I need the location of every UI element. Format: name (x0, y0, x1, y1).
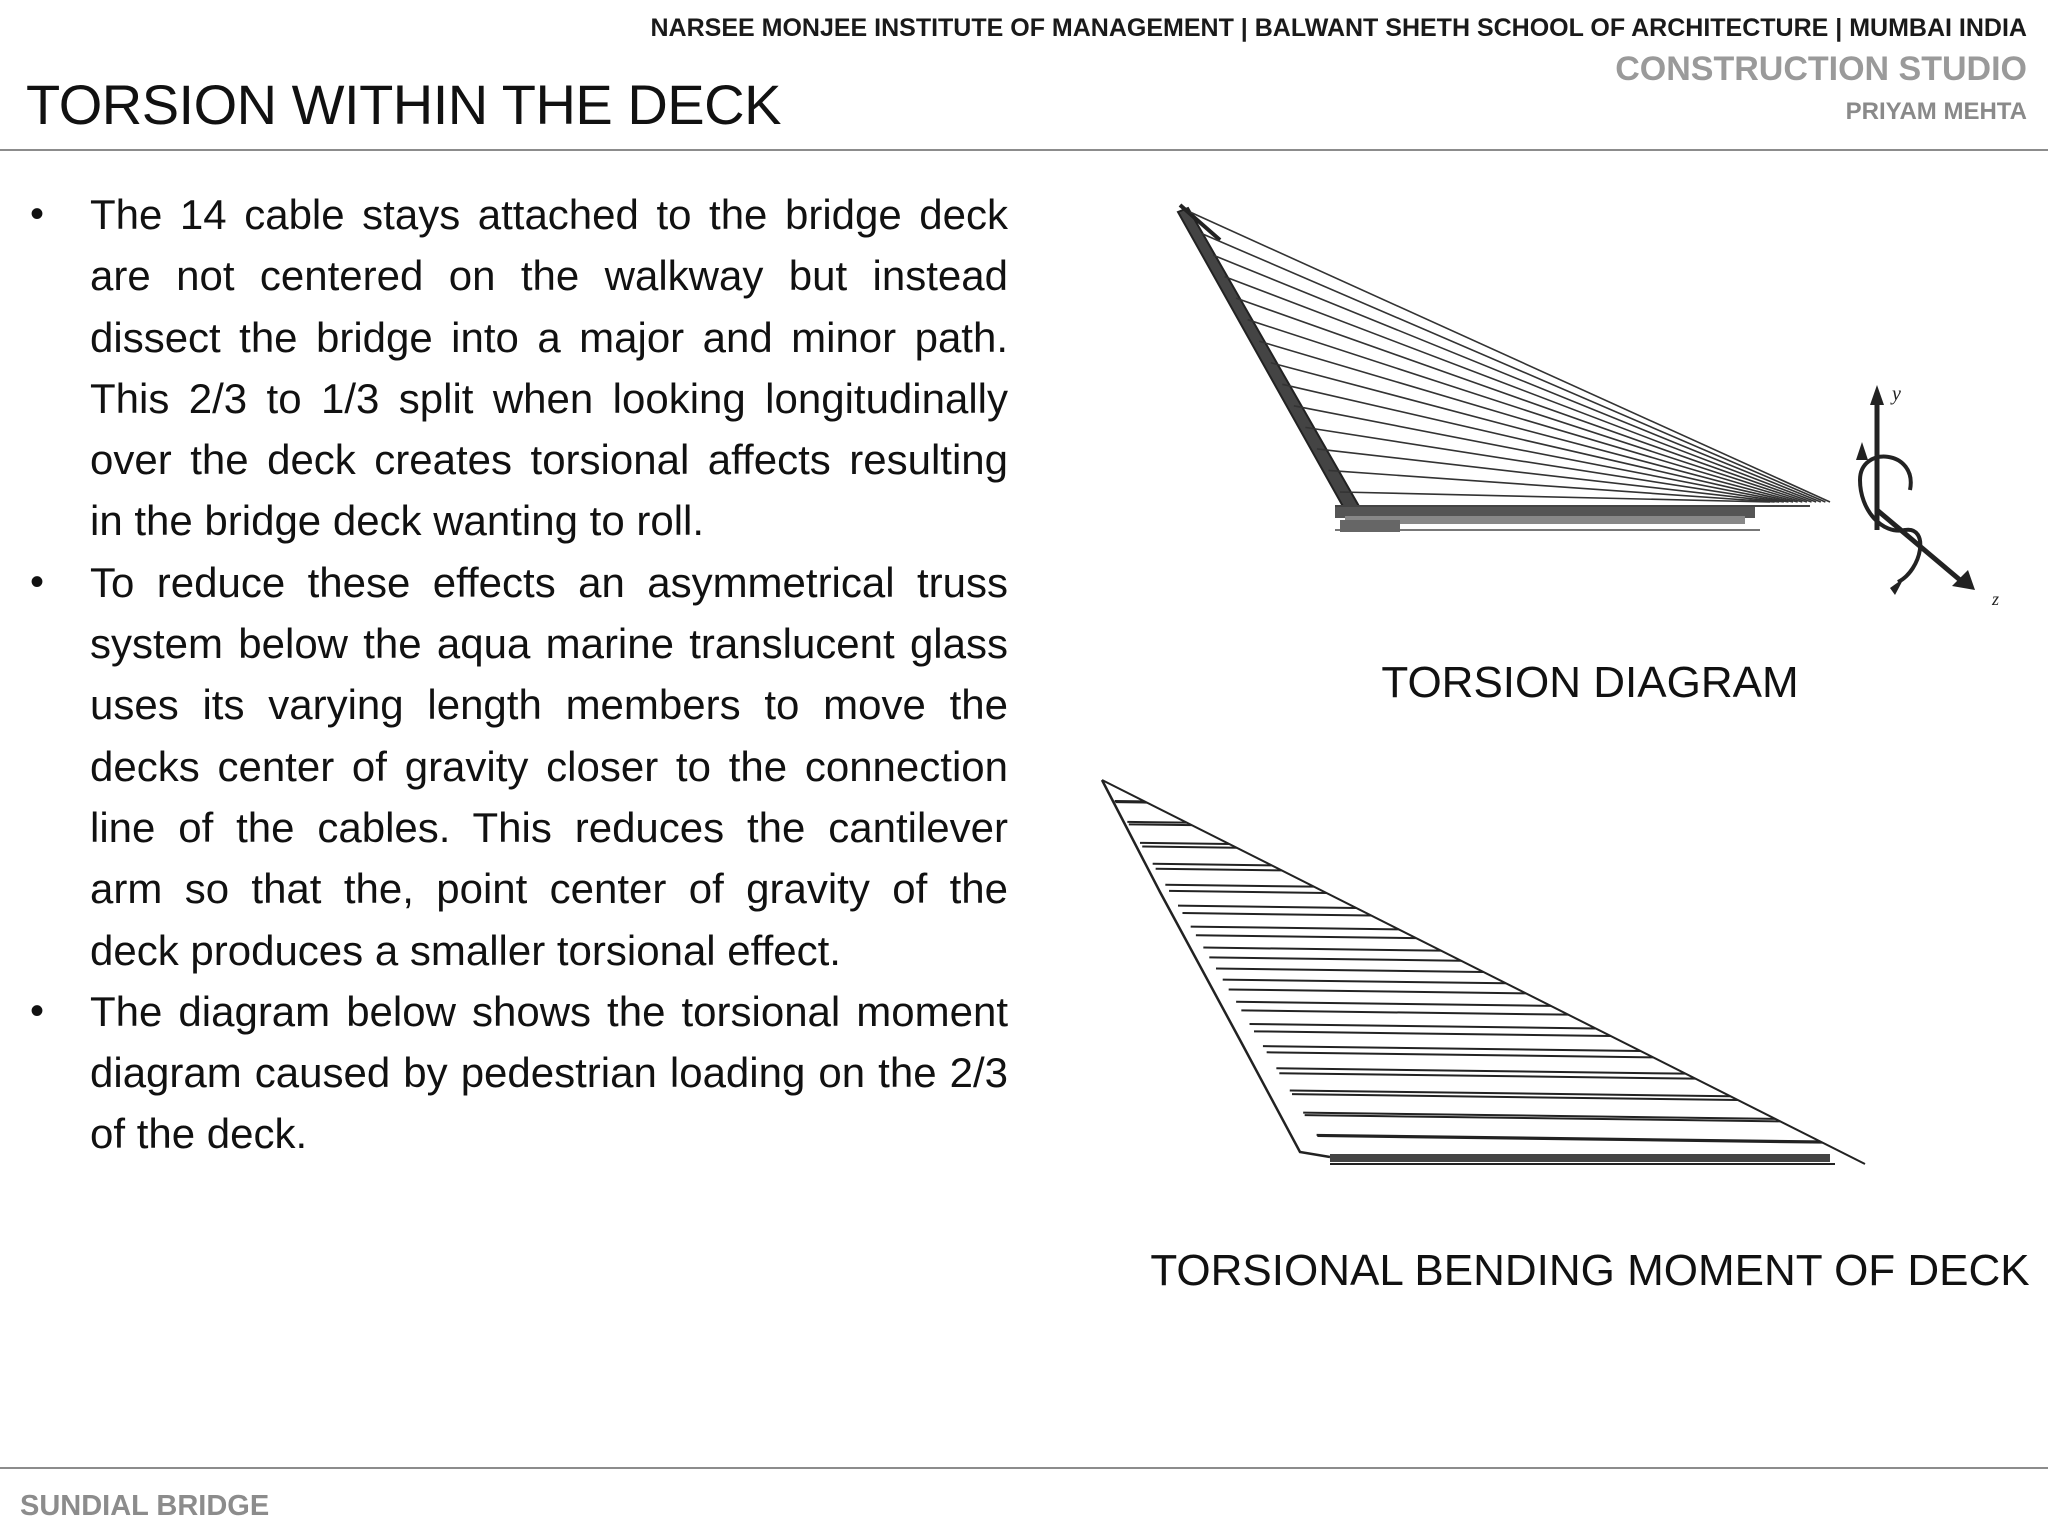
pylon (1178, 205, 1360, 510)
bullet-item (20, 552, 1008, 981)
torsion-axes (1856, 385, 1975, 595)
axis-label-y: y (1892, 383, 1901, 405)
cable-line (1225, 277, 1817, 502)
torsion-diagram-caption: TORSION DIAGRAM (1381, 658, 1799, 707)
hatch-line (1229, 989, 1526, 993)
bullet-text: To reduce these effects an asymmetrical truss system below the aqua marine translucent glass uses its varying length members to move the decks center of gravity closer to the connection line of the cables. This reduces the cantilever arm so that the, point center of gravity of the deck produces a smaller torsional effect. (90, 558, 1008, 974)
hatch-line (1196, 935, 1416, 938)
hatch-line (1267, 1052, 1653, 1057)
hatch-line (1250, 1024, 1596, 1029)
hatch-line (1156, 869, 1282, 871)
bullet-item (20, 981, 1008, 1165)
bullet-icon: • (30, 192, 45, 236)
hatch-line (1142, 847, 1236, 848)
bridge-deck (1335, 506, 1810, 532)
hatch-line (1209, 957, 1461, 960)
cable-line (1213, 255, 1821, 502)
page-title: TORSION WITHIN THE DECK (26, 73, 781, 136)
footer-project-name: SUNDIAL BRIDGE (20, 1490, 270, 1522)
hatch-line (1203, 948, 1441, 951)
hatch-line (1129, 824, 1192, 825)
cable-line (1305, 427, 1783, 502)
axis-label-z: z (1992, 589, 2000, 609)
hatch-line (1254, 1031, 1611, 1036)
hatch-line (1178, 906, 1356, 908)
hatch-line (1276, 1068, 1685, 1073)
moment-hypotenuse (1102, 780, 1865, 1164)
hatch-line (1317, 1136, 1822, 1143)
hatch-line (1236, 1002, 1551, 1006)
hatch-line (1182, 913, 1371, 915)
studio-name: CONSTRUCTION STUDIO (1615, 50, 2027, 88)
bullet-icon: • (30, 988, 45, 1033)
hatch-line (1317, 1135, 1821, 1142)
hatch-line (1140, 843, 1229, 844)
torsional-moment-diagram (1090, 772, 1950, 1192)
hatch-line (1216, 969, 1484, 973)
bullet-item (20, 184, 1008, 552)
hatch-line (1169, 891, 1326, 893)
hatch-line (1279, 1073, 1695, 1078)
footer-divider (0, 1467, 2048, 1469)
torsion-diagram (1170, 190, 2028, 635)
bullet-icon: • (30, 559, 45, 604)
hatch-line (1263, 1046, 1641, 1051)
hatch-line (1191, 927, 1399, 930)
hatch-line (1153, 864, 1272, 866)
header-divider (0, 149, 2048, 151)
cable-fan (1190, 212, 1830, 502)
cable-line (1202, 234, 1826, 502)
cable-line (1271, 363, 1798, 502)
hatch-line (1165, 885, 1314, 887)
author-name: PRIYAM MEHTA (1845, 98, 2027, 125)
hatch-line (1241, 1010, 1568, 1014)
hatch-line (1127, 822, 1186, 823)
moment-diagram-caption: TORSIONAL BENDING MOMENT OF DECK (1150, 1246, 2030, 1295)
deck-base (1330, 1154, 1830, 1162)
bullet-text: The 14 cable stays attached to the bridge deck are not centered on the walkway but instead dissect the bridge into a major and minor path. This 2/3 to 1/3 split when looking longitudinally over the deck creates torsional affects resulting in the bridge deck wanting to roll. (90, 191, 1008, 545)
bullet-text: The diagram below shows the torsional moment diagram caused by pedestrian loading on the 2/3 of the deck. (90, 987, 1008, 1158)
moment-hatching (1115, 801, 1823, 1143)
institute-header: NARSEE MONJEE INSTITUTE OF MANAGEMENT | BALWANT SHETH SCHOOL OF ARCHITECTURE | MUMBAI INDIA (650, 14, 2027, 42)
cable-line (1282, 384, 1793, 502)
hatch-line (1223, 980, 1506, 984)
bullet-list (20, 184, 1008, 1165)
